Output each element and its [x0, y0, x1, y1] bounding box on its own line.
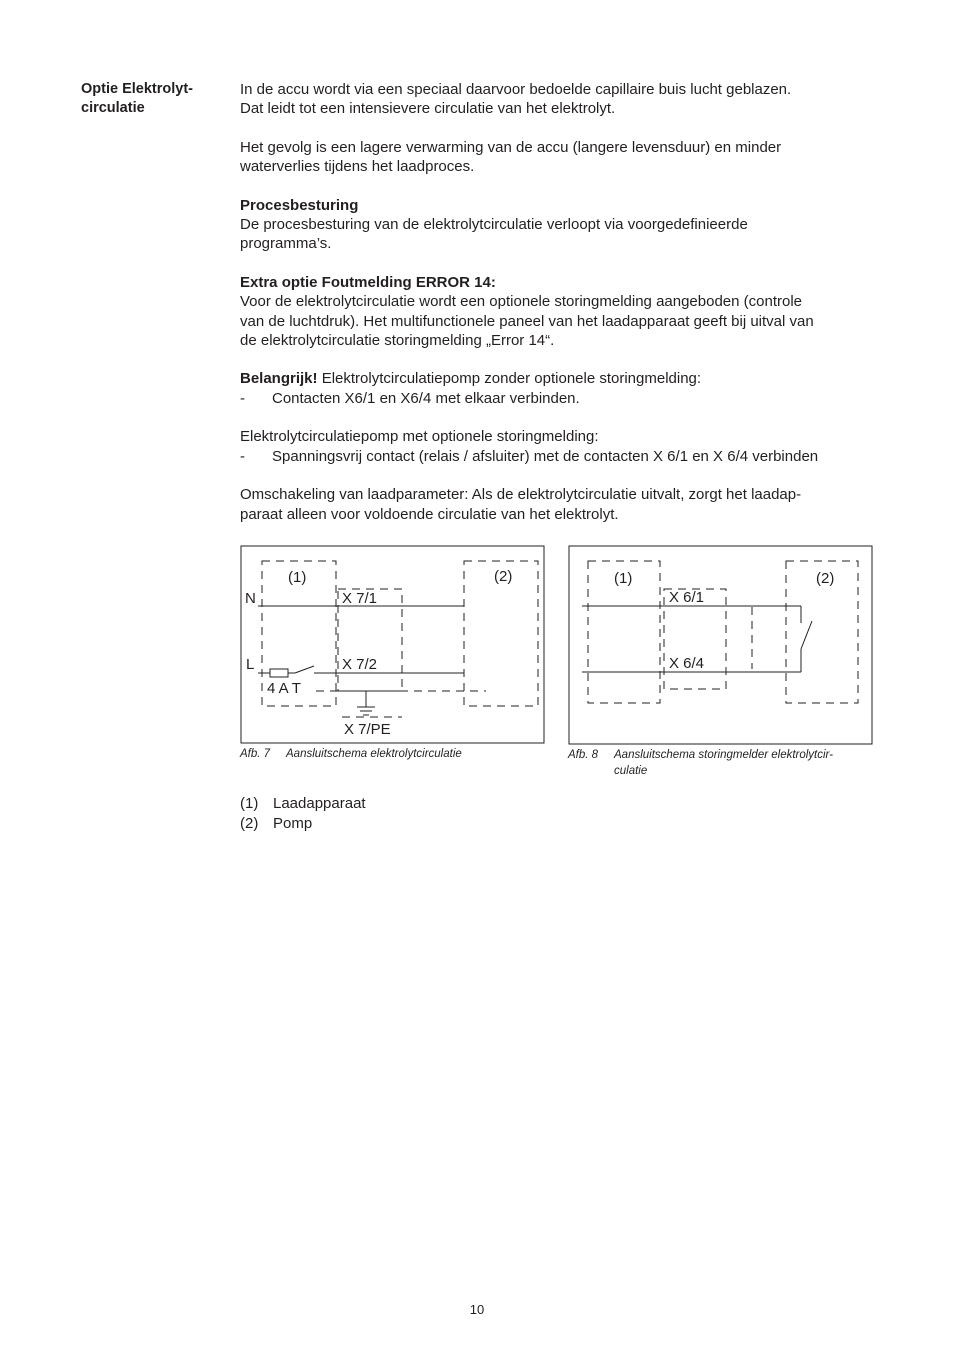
paragraph-procesbesturing — [240, 196, 880, 254]
label-1: (1) — [614, 570, 633, 587]
wiring-diagram-fig8-svg — [568, 545, 874, 747]
body-text — [240, 80, 880, 543]
legend-item — [240, 794, 366, 814]
legend-item — [240, 814, 366, 834]
text-line: Voor de elektrolytcirculatie wordt een optionele storingmelding aangeboden (controle — [240, 293, 803, 311]
text-line: paraat alleen voor voldoende circulatie van het elektrolyt. — [240, 505, 619, 523]
bullet-dash: - — [240, 389, 245, 407]
caption-text: Aansluitschema elektrolytcirculatie — [286, 748, 462, 760]
section-heading-line1: Optie Elektrolyt- — [81, 81, 193, 97]
label-x64: X 6/4 — [669, 655, 705, 672]
bullet-item — [240, 447, 880, 466]
label-x7pe: X 7/PE — [344, 721, 391, 738]
text-line — [240, 369, 880, 388]
bullet-text: Contacten X6/1 en X6/4 met elkaar verbinden. — [272, 389, 580, 407]
text-line: Omschakeling van laadparameter: Als de elektrolytcirculatie uitvalt, zorgt het laadap- — [240, 486, 802, 504]
subheading-error14: Extra optie Foutmelding ERROR 14: — [240, 273, 496, 291]
caption-text-line2: culatie — [614, 764, 648, 777]
paragraph-optional — [240, 427, 880, 466]
text-span: Elektrolytcirculatiepomp zonder optionele storingmelding: — [317, 370, 702, 388]
section-heading-line2: circulatie — [81, 100, 145, 116]
text-line: programma’s. — [240, 235, 332, 253]
wiring-diagram-fig7 — [240, 545, 546, 745]
switch-symbol — [295, 666, 314, 673]
caption-text: Aansluitschema storingmelder elektrolytcir- — [614, 749, 834, 761]
paragraph-error14 — [240, 273, 880, 350]
legend-text: Laadapparaat — [273, 795, 366, 812]
paragraph-effect — [240, 138, 880, 177]
wiring-diagram-fig7-svg — [240, 545, 546, 745]
paragraph-omschakeling — [240, 485, 880, 524]
label-x61: X 6/1 — [669, 589, 705, 606]
label-x71: X 7/1 — [342, 590, 378, 607]
legend — [240, 794, 366, 833]
paragraph-intro — [240, 80, 880, 119]
bullet-dash: - — [240, 447, 245, 465]
page-number: 10 — [469, 1302, 485, 1317]
text-line: In de accu wordt via een speciaal daarvoor bedoelde capillaire buis lucht geblazen. — [240, 81, 792, 98]
caption-number: Afb. 7 — [240, 748, 271, 760]
text-line: van de luchtdruk). Het multifunctionele paneel van het laadapparaat geeft bij uitval van — [240, 312, 814, 330]
important-label: Belangrijk! — [240, 370, 318, 388]
bullet-text: Spanningsvrij contact (relais / afsluiter) met de contacten X 6/1 en X 6/4 verbinden — [272, 447, 819, 465]
caption-fig7 — [240, 747, 462, 763]
legend-number: (2) — [240, 814, 259, 832]
legend-number: (1) — [240, 795, 259, 812]
subheading-procesbesturing: Procesbesturing — [240, 196, 359, 214]
label-4at: 4 A T — [267, 680, 301, 697]
caption-number: Afb. 8 — [568, 749, 599, 761]
contact-switch — [801, 621, 812, 649]
text-line: Dat leidt tot een intensievere circulatie van het elektrolyt. — [240, 100, 616, 118]
text-line: Het gevolg is een lagere verwarming van de accu (langere levensduur) en minder — [240, 138, 782, 156]
text-line: waterverlies tijdens het laadproces. — [240, 158, 475, 176]
label-1: (1) — [288, 569, 307, 586]
label-n: N — [245, 590, 256, 607]
text-line: Elektrolytcirculatiepomp met optionele storingmelding: — [240, 428, 599, 446]
text-line: De procesbesturing van de elektrolytcirculatie verloopt via voorgedefinieerde — [240, 216, 748, 234]
wiring-diagram-fig8 — [568, 545, 874, 747]
caption-fig8 — [568, 748, 833, 779]
legend-text: Pomp — [273, 814, 313, 832]
section-heading — [81, 80, 231, 118]
label-l: L — [246, 656, 255, 673]
label-2: (2) — [494, 568, 513, 585]
fuse-symbol — [270, 669, 288, 677]
paragraph-belangrijk — [240, 369, 880, 408]
text-line: de elektrolytcirculatie storingmelding „Error 14“. — [240, 331, 555, 349]
label-2: (2) — [816, 570, 835, 587]
label-x72: X 7/2 — [342, 656, 378, 673]
bullet-item — [240, 389, 880, 408]
